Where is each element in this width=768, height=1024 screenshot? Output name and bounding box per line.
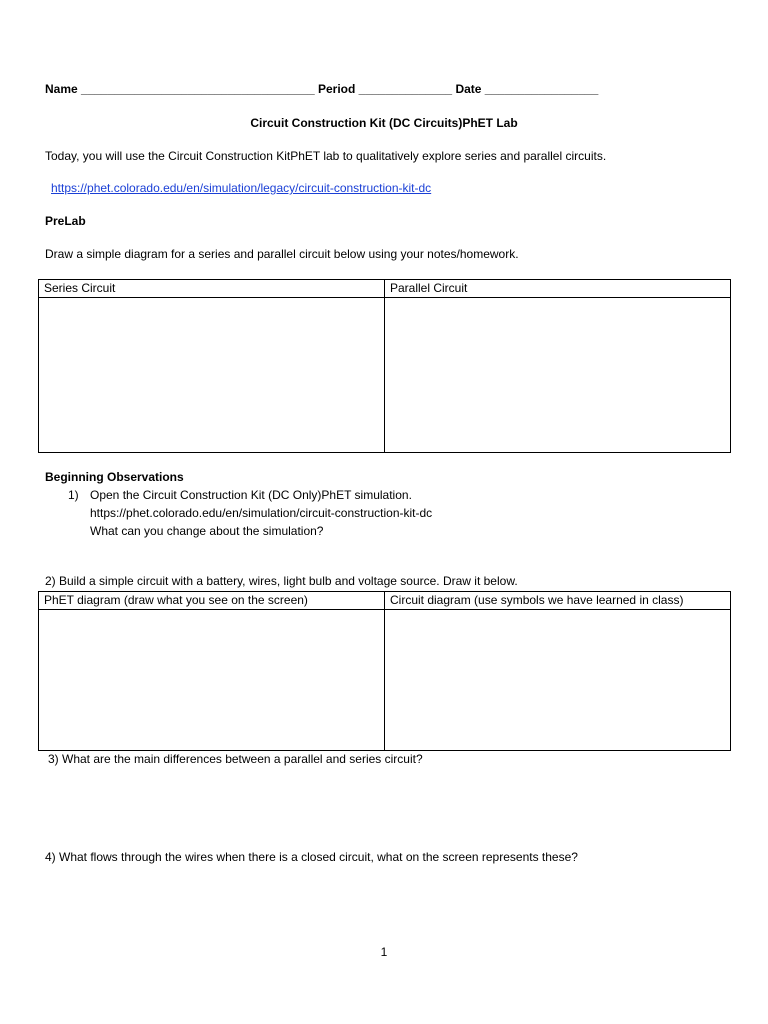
circuit-diagram-drawing-area[interactable] [385,610,731,751]
question-1-line-3: What can you change about the simulation? [90,524,324,538]
question-2: 2) Build a simple circuit with a battery, wires, light bulb and voltage source. Draw it below. [45,574,518,588]
question-1-number: 1) [68,488,79,502]
question-1-line-1: Open the Circuit Construction Kit (DC Only)PhET simulation. [90,488,412,502]
phet-diagram-header: PhET diagram (draw what you see on the screen) [39,592,385,610]
prelab-diagram-table [38,279,731,453]
page-number: 1 [380,945,388,959]
date-label: Date [455,82,482,96]
question-3: 3) What are the main differences between a parallel and series circuit? [48,752,423,766]
parallel-circuit-header: Parallel Circuit [385,280,731,298]
period-blank[interactable]: ______________ [358,82,453,96]
phet-link[interactable]: https://phet.colorado.edu/en/simulation/legacy/circuit-construction-kit-dc [51,181,432,195]
series-circuit-drawing-area[interactable] [39,298,385,453]
parallel-circuit-drawing-area[interactable] [385,298,731,453]
series-circuit-header: Series Circuit [39,280,385,298]
name-label: Name [45,82,78,96]
period-label: Period [317,82,356,96]
circuit-diagram-table [38,591,731,751]
question-4: 4) What flows through the wires when there is a closed circuit, what on the screen represents these? [45,850,578,864]
circuit-diagram-header: Circuit diagram (use symbols we have learned in class) [385,592,731,610]
observations-heading: Beginning Observations [45,470,184,484]
prelab-heading: PreLab [45,214,86,228]
name-blank[interactable]: ___________________________________ [81,82,315,96]
date-blank[interactable]: _________________ [484,82,599,96]
phet-diagram-drawing-area[interactable] [39,610,385,751]
question-1-url: https://phet.colorado.edu/en/simulation/circuit-construction-kit-dc [90,506,433,520]
student-info-line [45,82,598,96]
page-title: Circuit Construction Kit (DC Circuits)PhET Lab [250,116,518,130]
prelab-instruction: Draw a simple diagram for a series and parallel circuit below using your notes/homework. [45,247,519,261]
intro-text: Today, you will use the Circuit Construction KitPhET lab to qualitatively explore series and parallel circuits. [45,149,607,163]
